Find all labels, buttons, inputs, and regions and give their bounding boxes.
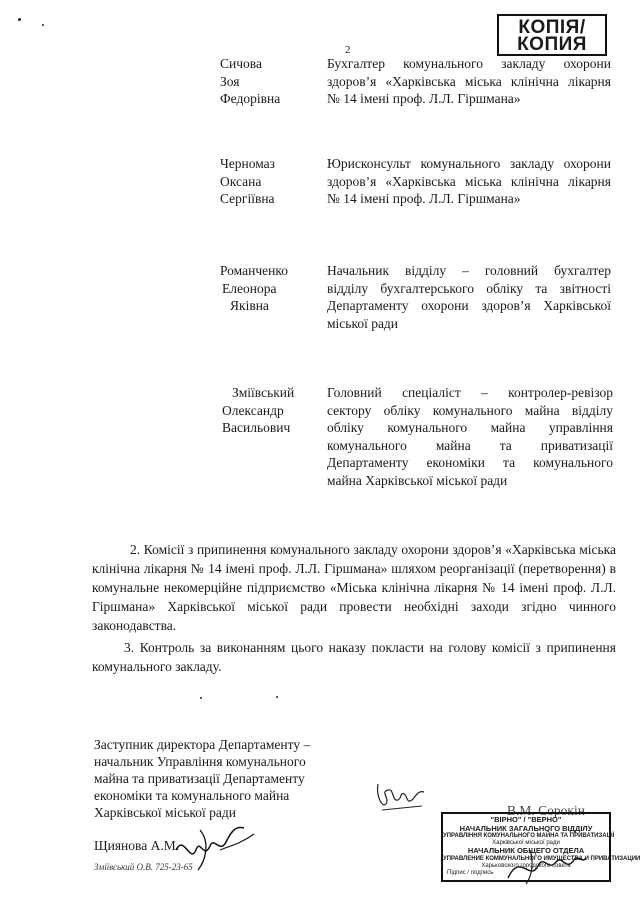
member-name	[220, 55, 330, 108]
verno-stamp-line: УПРАВЛЕНИЕ КОММУНАЛЬНОГО ИМУЩЕСТВА И ПРИВАТИЗАЦИИ	[443, 855, 641, 862]
paragraph-number: 2.	[130, 542, 141, 557]
member-position-line: відділу бухгалтерського обліку та звітності	[327, 280, 611, 296]
member-patronymic: Яківна	[230, 298, 269, 313]
member-position-line: обліку комунального майна управління	[327, 420, 613, 435]
member-name	[220, 262, 330, 315]
signatory-title	[94, 736, 364, 821]
member-position-line: здоров’я «Харківська міська клінічна лікарня	[327, 173, 611, 189]
signatory-title-line: економіки та комунального майна	[94, 788, 290, 803]
signatory-name: В.М. Сорокін	[507, 803, 585, 818]
member-position-line: міської ради	[327, 315, 399, 331]
member-position-line: Головний спеціаліст – контролер-ревізор	[327, 385, 613, 400]
member-position	[327, 155, 611, 208]
verno-stamp-line: УПРАВЛІННЯ КОМУНАЛЬНОГО МАЙНА ТА ПРИВАТИЗАЦІЇ	[443, 833, 615, 839]
member-first-name: Олександр	[222, 402, 284, 418]
scan-speck	[200, 697, 202, 699]
member-position-line: здоров’я «Харківська міська клінічна лікарня	[327, 73, 611, 89]
verno-stamp-footer: Підпис / подпись	[447, 870, 494, 877]
paragraph-number: 3.	[124, 640, 135, 655]
member-position-line: майна Харківської міської ради	[327, 472, 508, 488]
member-surname: Сичова	[220, 56, 262, 71]
signatory-title-line: Заступник директора Департаменту –	[94, 737, 311, 752]
member-position	[327, 262, 611, 332]
performer-name: Щиянова А.М.	[94, 838, 180, 853]
member-position-line: Начальник відділу – головний бухгалтер	[327, 263, 611, 278]
member-position-line: Департаменту економіки та комунального	[327, 455, 613, 470]
verno-stamp-line: НАЧАЛЬНИК ОБЩЕГО ОТДЕЛА	[467, 846, 585, 856]
member-first-name: Зоя	[220, 73, 240, 89]
signatory-title-line: начальник Управління комунального	[94, 754, 306, 769]
verno-stamp-line: Харківської міської ради	[492, 840, 560, 847]
verno-stamp-line: Харьковского городского совета	[481, 863, 571, 870]
verno-stamp	[441, 812, 641, 882]
order-paragraph	[92, 540, 616, 635]
member-first-name: Елеонора	[222, 280, 277, 296]
signatory-title-line: майна та приватизації Департаменту	[94, 771, 305, 786]
member-surname: Черномаз	[220, 156, 276, 171]
copy-stamp	[497, 14, 607, 56]
member-surname: Романченко	[220, 263, 288, 278]
member-position-line: комунального майна та приватизації	[327, 437, 613, 453]
verno-stamp-line: НАЧАЛЬНИК ЗАГАЛЬНОГО ВІДДІЛУ	[459, 823, 593, 833]
scan-speck	[18, 18, 21, 21]
member-patronymic: Федорівна	[220, 91, 281, 106]
member-patronymic: Васильович	[222, 420, 291, 435]
member-patronymic: Сергіївна	[220, 191, 275, 206]
page-number: 2	[345, 44, 351, 56]
member-position	[327, 55, 611, 108]
member-position-line: № 14 імені проф. Л.Л. Гіршмана»	[327, 191, 521, 206]
paragraph-text: Контроль за виконанням цього наказу покласти на голову комісії з припинення комунального закладу.	[92, 640, 616, 674]
handwritten-mark	[372, 778, 432, 818]
member-position-line: № 14 імені проф. Л.Л. Гіршмана»	[327, 91, 521, 106]
member-first-name: Оксана	[220, 173, 262, 189]
member-position-line: Бухгалтер комунального закладу охорони	[327, 56, 611, 71]
verno-stamp-header: "ВІРНО" / "ВЕРНО"	[490, 815, 562, 824]
member-position	[327, 384, 613, 489]
copy-stamp-line-2: КОПИЯ	[517, 34, 587, 55]
order-paragraph	[92, 638, 616, 676]
member-name	[220, 155, 330, 208]
member-position-line: Департаменту охорони здоров’я Харківської	[327, 298, 611, 313]
member-position-line: сектору обліку комунального майна відділу	[327, 402, 613, 418]
scan-speck	[276, 696, 278, 698]
executor-note: Зміївський О.В. 725-23-65	[94, 862, 193, 872]
member-name	[222, 384, 332, 437]
paragraph-text: Комісії з припинення комунального закладу охорони здоров’я «Харківська міська клінічна лікарня № 14 імені проф. Л.Л. Гіршмана» шляхом реорганізації (перетворення) в комунальне некомерційне підприємство «Міська клінічна лікарня № 14 імені проф. Л.Л. Гіршмана» Харківської міської ради провести необхідні заходи згідно чинного законодавства.	[92, 542, 617, 633]
scan-speck	[42, 24, 44, 26]
signatory-title-line: Харківської міської ради	[94, 805, 237, 820]
member-surname: Зміївський	[232, 385, 295, 400]
member-position-line: Юрисконсульт комунального закладу охорони	[327, 156, 611, 171]
copy-stamp-line-1: КОПІЯ/	[518, 17, 586, 38]
